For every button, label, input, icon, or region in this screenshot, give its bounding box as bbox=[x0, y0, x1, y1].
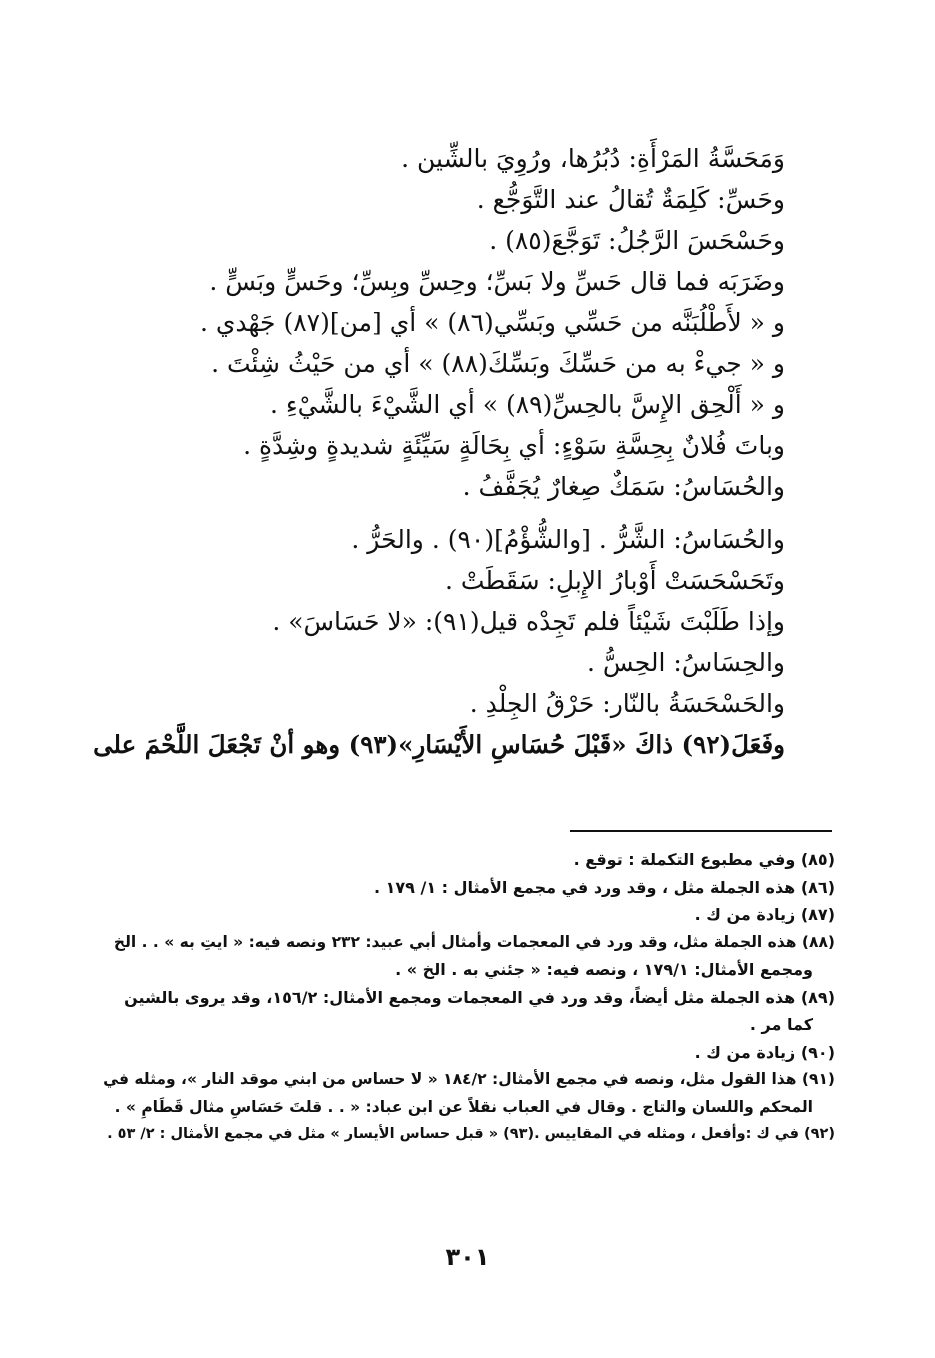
text-line-10: والحُسَاسُ: الشَّرُّ . [والشُّؤْمُ](٩٠) . والحَرُّ . bbox=[351, 525, 785, 554]
footnote-92-93: (٩٢) في ك :وأفعل ، ومثله في المقاييس .(٩٣) « قبل حساس الأيسار » مثل في مجمع الأمثال : ٢/ ٥٣ . bbox=[107, 1126, 835, 1142]
text-line-15: وفَعَلَ(٩٢) ذاكَ «قَبْلَ حُسَاسِ الأَيْسَارِ»(٩٣) وهو أنْ تَجْعَلَ اللَّحْمَ على bbox=[93, 730, 785, 759]
main-text-block bbox=[85, 138, 785, 765]
footnote-91-continued: المحكم واللسان والتاج . وقال في العباب نقلاً عن ابن عباد: « . . قلتَ حَسَاسِ مثال قَطَامِ » . bbox=[114, 1097, 813, 1116]
page-number: ٣٠١ bbox=[445, 1243, 490, 1271]
footnotes-block bbox=[95, 846, 835, 1149]
text-line-7: و « أَلْحِق الإِسَّ بالحِسِّ(٨٩) » أي الشَّيْءَ بالشَّيْءِ . bbox=[269, 390, 785, 419]
footnote-88: (٨٨) هذه الجملة مثل، وقد ورد في المعجمات وأمثال أبي عبيد: ٢٣٢ ونصه فيه: « ايتِ به » . . الخ bbox=[113, 932, 835, 951]
footnote-divider bbox=[570, 830, 832, 832]
footnote-90: (٩٠) زيادة من ك . bbox=[694, 1042, 835, 1062]
footnote-87: (٨٧) زيادة من ك . bbox=[694, 905, 835, 924]
text-line-12: وإذا طَلَبْتَ شَيْئاً فلم تَجِدْه قيل(٩١): «لا حَسَاسَ» . bbox=[272, 607, 785, 636]
text-line-13: والحِسَاسُ: الحِسُّ . bbox=[586, 648, 785, 677]
text-line-9: والحُسَاسُ: سَمَكٌ صِغارٌ يُجَفَّفُ . bbox=[462, 472, 785, 501]
footnote-88-continued: ومجمع الأمثال: ١٧٩/١ ، ونصه فيه: « جئني به . الخ » . bbox=[395, 960, 813, 979]
text-line-2: وحَسِّ: كَلِمَةٌ تُقالُ عند التَّوَجُّع . bbox=[476, 185, 785, 214]
footnote-89: (٨٩) هذه الجملة مثل أيضاً، وقد ورد في المعجمات ومجمع الأمثال: ١٥٦/٢، وقد يروى بالشين bbox=[124, 987, 835, 1007]
text-line-5: و « لأَطْلُبَنَّه من حَسِّي وبَسِّي(٨٦) » أي [من](٨٧) جَهْدي . bbox=[199, 308, 785, 337]
text-line-6: و « جيءْ به من حَسِّكَ وبَسِّكَ(٨٨) » أي من حَيْثُ شِئْتَ . bbox=[211, 349, 785, 378]
text-line-11: وتَحَسْحَسَتْ أَوْبارُ الإِبلِ: سَقَطَتْ . bbox=[444, 566, 785, 595]
text-line-14: والحَسْحَسَةُ بالنّار: حَرْقُ الجِلْدِ . bbox=[469, 689, 785, 718]
text-line-3: وحَسْحَسَ الرَّجُلُ: تَوَجَّعَ(٨٥) . bbox=[489, 226, 785, 255]
footnote-91: (٩١) هذا القول مثل، ونصه في مجمع الأمثال: ١٨٤/٢ « لا حساس من ابني موقد النار »، ومثله في bbox=[103, 1070, 835, 1088]
text-line-1: وَمَحَسَّةُ المَرْأَةِ: دُبُرُها، ورُوِيَ بالشِّين . bbox=[401, 144, 785, 173]
text-line-8: وباتَ فُلانٌ بِحِسَّةِ سَوْءٍ: أي بِحَالَةٍ سَيِّئَةٍ شديدةٍ وشِدَّةٍ . bbox=[243, 431, 785, 460]
text-line-4: وضَرَبَه فما قال حَسِّ ولا بَسِّ؛ وحِسِّ وبِسِّ؛ وحَسٍّ وبَسٍّ . bbox=[209, 267, 785, 296]
footnote-86: (٨٦) هذه الجملة مثل ، وقد ورد في مجمع الأمثال : ١/ ١٧٩ . bbox=[373, 877, 835, 897]
footnote-89-continued: كما مر . bbox=[749, 1015, 813, 1034]
footnote-85: (٨٥) وفي مطبوع التكملة : توقع . bbox=[573, 850, 835, 869]
